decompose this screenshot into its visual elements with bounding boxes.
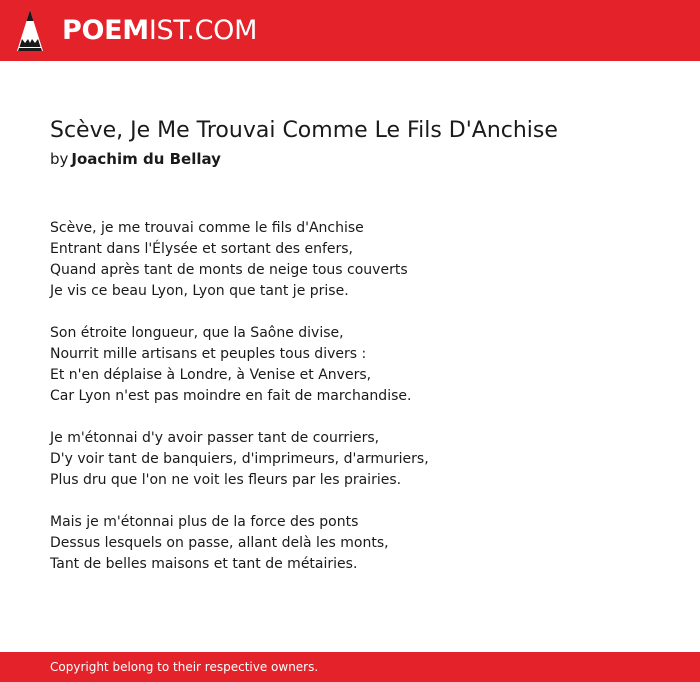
- site-footer: [0, 652, 700, 682]
- poem-line: Plus dru que l'on ne voit les fleurs par les prairies.: [50, 472, 402, 488]
- pencil-icon: [16, 9, 44, 53]
- logo-text-light: IST.COM: [148, 15, 258, 46]
- poem-line: Dessus lesquels on passe, allant delà les monts,: [50, 535, 389, 551]
- poem-line: Et n'en déplaise à Londre, à Venise et Anvers,: [50, 367, 372, 383]
- poem-line: Scève, je me trouvai comme le fils d'Anchise: [50, 220, 364, 236]
- poem-title: Scève, Je Me Trouvai Comme Le Fils D'Anchise: [50, 118, 558, 143]
- poem-line: Je vis ce beau Lyon, Lyon que tant je prise.: [50, 283, 349, 299]
- poem-line: Je m'étonnai d'y avoir passer tant de courriers,: [50, 430, 380, 446]
- poem-stanza: [50, 428, 670, 491]
- site-logo-text: [62, 13, 257, 49]
- by-label: by: [50, 150, 69, 168]
- poem-body: [50, 218, 670, 596]
- poem-line: Entrant dans l'Élysée et sortant des enfers,: [50, 241, 353, 257]
- copyright-text: Copyright belong to their respective owners.: [50, 660, 319, 674]
- poem-line: Nourrit mille artisans et peuples tous divers :: [50, 346, 367, 362]
- author-link[interactable]: Joachim du Bellay: [71, 150, 221, 168]
- poem-byline: [50, 149, 221, 169]
- logo-text-bold: POEM: [62, 15, 149, 46]
- poem-stanza: [50, 512, 670, 575]
- poem-stanza: [50, 323, 670, 407]
- poem-line: Car Lyon n'est pas moindre en fait de marchandise.: [50, 388, 412, 404]
- poem-line: Tant de belles maisons et tant de métairies.: [50, 556, 358, 572]
- poem-line: D'y voir tant de banquiers, d'imprimeurs, d'armuriers,: [50, 451, 429, 467]
- poem-line: Mais je m'étonnai plus de la force des ponts: [50, 514, 359, 530]
- poem-line: Son étroite longueur, que la Saône divise,: [50, 325, 344, 341]
- poem-line: Quand après tant de monts de neige tous couverts: [50, 262, 408, 278]
- site-header: [0, 0, 700, 61]
- poem-stanza: [50, 218, 670, 302]
